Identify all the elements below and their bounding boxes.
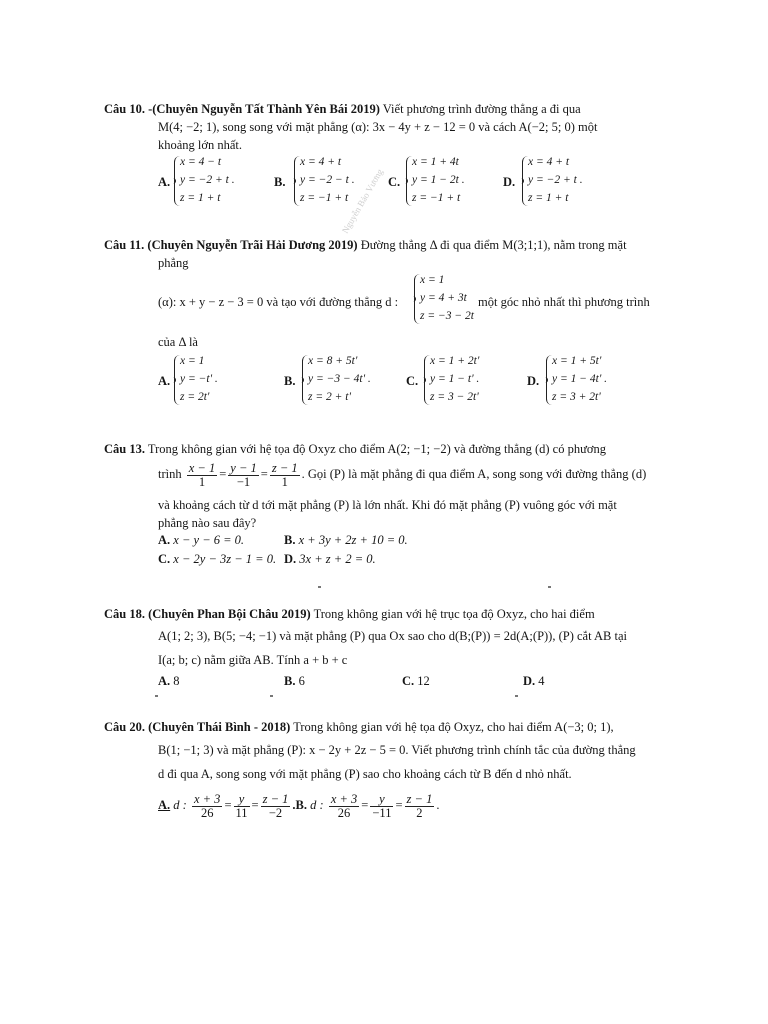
denominator: 2 xyxy=(416,805,423,820)
q18-source: (Chuyên Phan Bội Châu 2019) xyxy=(148,607,311,621)
q10-option-b-label: B. xyxy=(274,175,286,189)
q13-line4: phẳng nào sau đây? xyxy=(158,516,257,530)
eq-row: z = 1 + t xyxy=(180,192,221,204)
eq-row: y = 1 − t' . xyxy=(430,373,480,385)
q11-text1: Đường thẳng Δ đi qua điểm M(3;1;1), nằm trong mặt xyxy=(360,238,627,252)
eq-row: y = 4 + 3t xyxy=(420,292,467,304)
q18-line2: A(1; 2; 3), B(5; −4; −1) và mặt phẳng (P) qua Ox sao cho d(B;(P)) = 2d(A;(P)), (P) cắt AB tại xyxy=(158,629,627,643)
q10-label: Câu 10. xyxy=(104,102,145,116)
q10-line2: M(4; −2; 1), song song với mặt phẳng (α): 3x − 4y + z − 12 = 0 và cách A(−2; 5; 0) một xyxy=(158,120,598,134)
q13-option-d xyxy=(284,551,376,567)
eq-row: x = 8 + 5t' xyxy=(308,355,358,367)
option-label: B. xyxy=(284,533,296,547)
q11-line1 xyxy=(104,237,627,253)
eq-row: y = −2 − t . xyxy=(300,174,355,186)
q10-source: -(Chuyên Nguyễn Tất Thành Yên Bái 2019) xyxy=(148,102,380,116)
q11-line4: của Δ là xyxy=(158,335,198,349)
q13-option-c xyxy=(158,551,276,567)
eq-row: z = 2t' xyxy=(180,391,210,403)
q11-option-a-label: A. xyxy=(158,374,171,388)
q18-label: Câu 18. xyxy=(104,607,145,621)
q20-label: Câu 20. xyxy=(104,720,145,734)
q10-line3: khoảng lớn nhất. xyxy=(158,138,243,152)
q11-line2: phẳng xyxy=(158,256,189,270)
q18-option-b xyxy=(284,673,305,689)
q10-option-c-label: C. xyxy=(388,175,401,189)
q13-line3: và khoảng cách từ d tới mặt phẳng (P) là lớn nhất. Khi đó mặt phẳng (P) vuông góc với mặt xyxy=(158,498,617,512)
eq-row: x = 4 + t xyxy=(300,156,342,168)
numerator: z − 1 xyxy=(271,460,298,475)
q20-line1 xyxy=(104,719,614,735)
denominator: 1 xyxy=(281,474,288,489)
q13-text1: Trong không gian với hệ tọa độ Oxyz cho điểm A(2; −1; −2) và đường thẳng (d) có phương xyxy=(147,442,606,456)
denominator: −1 xyxy=(236,474,251,489)
eq-row: z = −1 + t xyxy=(412,192,461,204)
numerator: y xyxy=(370,793,393,807)
option-label: A. xyxy=(158,798,171,812)
numerator: z − 1 xyxy=(406,791,433,806)
q20-line2: B(1; −1; 3) và mặt phẳng (P): x − 2y + 2z − 5 = 0. Viết phương trình chính tắc của đường thẳng xyxy=(158,743,636,757)
scan-mark xyxy=(515,695,518,697)
option-text: x − y − 6 = 0. xyxy=(173,533,245,547)
q18-line1 xyxy=(104,606,595,622)
q13-line2: trình $\frac{x - 1}{1}$ = $\frac{y - 1}{-1}$ = $\frac{z - 1}{1}$ . Gọi (P) là mặt phẳng đi qua điểm A, song song với đường thẳng (d) xyxy=(158,460,647,489)
eq-row: z = 3 + 2t' xyxy=(552,391,601,403)
eq-row: z = −3 − 2t xyxy=(420,310,474,322)
eq-row: z = 2 + t' xyxy=(308,391,351,403)
option-label: D. xyxy=(523,674,536,688)
option-suffix: . xyxy=(436,798,440,812)
fraction xyxy=(234,793,250,820)
fraction xyxy=(270,462,300,489)
fraction xyxy=(261,793,291,820)
q18-option-a xyxy=(158,673,180,689)
option-text: 12 xyxy=(417,674,430,688)
option-prefix: d : xyxy=(173,798,187,812)
denominator: −2 xyxy=(268,805,283,820)
eq-row: z = 3 − 2t' xyxy=(430,391,479,403)
q10-option-a-label: A. xyxy=(158,175,171,189)
eq-row: x = 1 + 5t' xyxy=(552,355,602,367)
q13-post: . Gọi (P) là mặt phẳng đi qua điểm A, song song với đường thẳng (d) xyxy=(301,467,647,481)
option-text: x + 3y + 2z + 10 = 0. xyxy=(298,533,408,547)
option-text: 6 xyxy=(298,674,305,688)
option-label: B. xyxy=(284,674,296,688)
fraction xyxy=(228,462,258,489)
scan-mark xyxy=(155,695,158,697)
numerator: z − 1 xyxy=(262,791,289,806)
numerator: x − 1 xyxy=(188,460,216,475)
q13-option-b xyxy=(284,532,408,548)
numerator: x + 3 xyxy=(193,791,221,806)
q11-label: Câu 11. xyxy=(104,238,145,252)
q11-tail: một góc nhỏ nhất thì phương trình xyxy=(478,295,650,309)
option-label: .B. xyxy=(292,798,308,812)
option-text: 8 xyxy=(173,674,180,688)
denominator: −11 xyxy=(372,805,392,820)
numerator: y xyxy=(234,793,250,807)
fraction xyxy=(329,793,359,820)
scan-mark xyxy=(548,586,551,588)
eq-row: x = 4 + t xyxy=(528,156,570,168)
q10-option-d-label: D. xyxy=(503,175,516,189)
option-label: C. xyxy=(158,552,171,566)
q13-line1 xyxy=(104,441,606,457)
eq-row: y = −t' . xyxy=(180,373,218,385)
q20-source: (Chuyên Thái Bình - 2018) xyxy=(148,720,291,734)
option-text: x − 2y − 3z − 1 = 0. xyxy=(173,552,277,566)
q13-pre: trình xyxy=(158,467,182,481)
fraction xyxy=(370,793,393,820)
denominator: 26 xyxy=(337,805,351,820)
eq-row: y = −3 − 4t' . xyxy=(308,373,371,385)
option-text: 4 xyxy=(538,674,545,688)
q11-option-d-label: D. xyxy=(527,374,540,388)
q18-option-d xyxy=(523,673,545,689)
q20-line3: d đi qua A, song song với mặt phẳng (P) sao cho khoảng cách từ B đến d nhỏ nhất. xyxy=(158,767,572,781)
q18-line3: I(a; b; c) nằm giữa AB. Tính a + b + c xyxy=(158,653,348,667)
option-label: C. xyxy=(402,674,415,688)
fraction xyxy=(405,793,435,820)
denominator: 1 xyxy=(198,474,206,489)
option-label: D. xyxy=(284,552,297,566)
eq-row: z = −1 + t xyxy=(300,192,349,204)
numerator: x + 3 xyxy=(330,791,358,806)
q18-option-c xyxy=(402,673,430,689)
q13-option-a xyxy=(158,532,244,548)
q20-text1: Trong không gian với hệ tọa độ Oxyz, cho hai điểm A(−3; 0; 1), xyxy=(293,720,614,734)
option-text: 3x + z + 2 = 0. xyxy=(299,552,376,566)
eq-row: y = −2 + t . xyxy=(180,174,235,186)
q10-line1 xyxy=(104,101,581,117)
scan-mark xyxy=(318,586,321,588)
option-label: A. xyxy=(158,533,171,547)
q20-options: A. d : $\frac{x + 3}{26}$ = $\frac{y}{11}$ = $\frac{z - 1}{-2}$ .B. d : $\frac{x + 3}{26}$ = $\frac{y}{-11}$ = $\frac{z - 1}{2}$ . xyxy=(158,791,440,820)
q11-source: (Chuyên Nguyễn Trãi Hải Dương 2019) xyxy=(147,238,358,252)
denominator: 11 xyxy=(235,805,248,820)
scan-mark xyxy=(270,695,273,697)
watermark: Nguyễn Bảo Vương xyxy=(340,167,385,235)
eq-row: x = 1 xyxy=(180,355,205,367)
eq-row: x = 4 − t xyxy=(180,156,222,168)
q11-plane: (α): x + y − z − 3 = 0 và tạo với đường thẳng d : xyxy=(158,295,399,309)
eq-row: x = 1 xyxy=(420,274,445,286)
option-prefix: d : xyxy=(310,798,324,812)
denominator: 26 xyxy=(200,805,214,820)
eq-row: z = 1 + t xyxy=(528,192,569,204)
eq-row: y = −2 + t . xyxy=(528,174,583,186)
q10-text1: Viết phương trình đường thẳng a đi qua xyxy=(382,102,581,116)
eq-row: x = 1 + 4t xyxy=(412,156,459,168)
q11-option-b-label: B. xyxy=(284,374,296,388)
q13-label: Câu 13. xyxy=(104,442,145,456)
eq-row: y = 1 − 2t . xyxy=(412,174,465,186)
option-label: A. xyxy=(158,674,171,688)
eq-row: y = 1 − 4t' . xyxy=(552,373,608,385)
fraction xyxy=(192,793,222,820)
eq-row: x = 1 + 2t' xyxy=(430,355,480,367)
q11-option-c-label: C. xyxy=(406,374,419,388)
fraction xyxy=(187,462,217,489)
numerator: y − 1 xyxy=(230,460,257,475)
q18-text1: Trong không gian với hệ trục tọa độ Oxyz, cho hai điểm xyxy=(313,607,595,621)
